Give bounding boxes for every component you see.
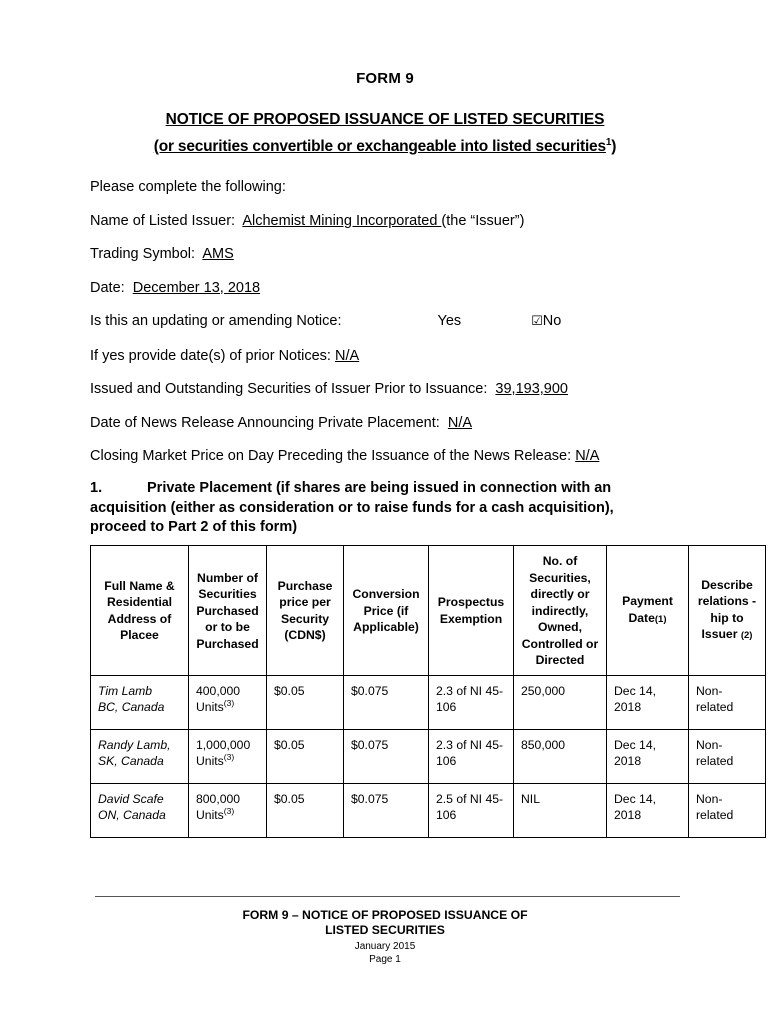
document-subtitle-close: ) [611,138,617,155]
prior-notices-line [90,347,710,365]
securities-units-label: Units [196,808,224,822]
issuer-name-value[interactable]: Alchemist Mining Incorporated [242,212,442,229]
section-1-text: Private Placement (if shares are being issued in connection with an acquisition (either as consideration or to raise funds for a cash acquisition), proceed to Part 2 of this form) [90,480,614,535]
closing-price-label: Closing Market Price on Day Preceding the Issuance of the News Release: [90,448,572,464]
prior-notices-label: If yes provide date(s) of prior Notices: [90,347,331,364]
footnote-marker-units: (3) [223,805,235,816]
outstanding-securities-value[interactable]: 39,193,900 [495,381,568,397]
table-body [91,675,766,837]
cell-number-of-securities [189,675,267,729]
prior-notices-value[interactable]: N/A [335,347,360,364]
cell-number-of-securities [189,729,267,783]
table-header-row [91,546,766,676]
footnote-marker-units: (3) [223,697,235,708]
table-row [91,729,766,783]
cell-securities-owned: NIL [514,783,607,837]
column-header-number-of-securities: Number of Securities Purchased or to be Purchased [189,546,267,676]
cell-prospectus-exemption: 2.3 of NI 45-106 [429,675,514,729]
placee-name-line2: SK, Canada [98,754,164,768]
news-release-date-label: Date of News Release Announcing Private Placement: [90,414,440,431]
placee-name-line1: Tim Lamb [98,683,153,698]
footer-title-line1: FORM 9 – NOTICE OF PROPOSED ISSUANCE OF [242,908,528,922]
cell-placee-name [91,729,189,783]
outstanding-securities-label: Issued and Outstanding Securities of Issuer Prior to Issuance: [90,381,488,397]
cell-purchase-price: $0.05 [267,675,344,729]
cell-relationship: Non-related [689,675,766,729]
cell-purchase-price: $0.05 [267,783,344,837]
issuer-name-label: Name of Listed Issuer: [90,212,236,229]
cell-relationship: Non-related [689,729,766,783]
placee-table [90,545,766,838]
column-header-securities-owned: No. of Securities, directly or indirectly, Owned, Controlled or Directed [514,546,607,676]
cell-securities-owned: 250,000 [514,675,607,729]
securities-amount: 1,000,000 [196,737,251,752]
document-title: NOTICE OF PROPOSED ISSUANCE OF LISTED SECURITIES [165,111,605,128]
placee-name-line1: David Scafe [98,791,164,806]
securities-units-label: Units [196,700,224,714]
trading-symbol-line [90,245,710,263]
footer-divider [95,896,680,897]
cell-placee-name [91,783,189,837]
cell-conversion-price: $0.075 [344,675,429,729]
footnote-marker-payment-date: (1) [654,613,667,625]
column-header-relationship-label: Describe relations -hip to Issuer [697,577,757,642]
section-1-paragraph [90,479,650,538]
document-subtitle-text: (or securities convertible or exchangeable into listed securities [153,138,606,155]
column-header-purchase-price: Purchase price per Security (CDN$) [267,546,344,676]
date-value[interactable]: December 13, 2018 [132,279,261,296]
column-header-full-name: Full Name & Residential Address of Placee [91,546,189,676]
cell-payment-date: Dec 14, 2018 [607,783,689,837]
securities-units [196,807,260,824]
table-row [91,675,766,729]
cell-payment-date: Dec 14, 2018 [607,729,689,783]
placee-name-line2: ON, Canada [98,808,166,822]
section-1-number: 1. [90,480,103,496]
cell-relationship: Non-related [689,783,766,837]
issuer-name-suffix: (the “Issuer”) [441,212,525,229]
cell-purchase-price: $0.05 [267,729,344,783]
column-header-payment-date-label: Payment Date [622,594,673,625]
footer-date: January 2015 [354,941,416,952]
cell-securities-owned: 850,000 [514,729,607,783]
footnote-marker-units: (3) [223,751,235,762]
securities-amount: 800,000 [196,791,241,806]
footnote-marker-relationship: (2) [740,630,753,642]
closing-price-line [90,447,710,465]
date-label: Date: [90,279,125,296]
issuer-name-line [90,212,710,230]
cell-conversion-price: $0.075 [344,729,429,783]
outstanding-securities-line [90,380,710,398]
amending-notice-label: Is this an updating or amending Notice: [90,313,342,329]
amending-notice-yes-option[interactable]: Yes [437,313,462,329]
amending-notice-line [90,312,710,331]
placee-name-line1: Randy Lamb, [98,737,171,752]
cell-number-of-securities [189,783,267,837]
instruction-line: Please complete the following: [90,179,286,195]
securities-amount: 400,000 [196,683,241,698]
column-header-payment-date [607,546,689,676]
trading-symbol-label: Trading Symbol: [90,246,196,262]
amending-notice-no-option[interactable]: No [542,313,562,329]
cell-conversion-price: $0.075 [344,783,429,837]
checkbox-checked-icon[interactable]: ☑ [531,314,543,329]
securities-units-label: Units [196,754,224,768]
placee-name-line2: BC, Canada [98,700,165,714]
cell-prospectus-exemption: 2.5 of NI 45-106 [429,783,514,837]
trading-symbol-value[interactable]: AMS [202,246,234,262]
column-header-conversion-price: Conversion Price (if Applicable) [344,546,429,676]
news-release-date-value[interactable]: N/A [447,414,473,431]
page-footer [0,896,770,966]
column-header-prospectus-exemption: Prospectus Exemption [429,546,514,676]
document-subtitle [0,137,770,157]
form-fields [90,178,710,481]
cell-prospectus-exemption: 2.3 of NI 45-106 [429,729,514,783]
cell-placee-name [91,675,189,729]
column-header-relationship [689,546,766,676]
footer-page-number: Page 1 [369,954,401,965]
table-row [91,783,766,837]
news-release-date-line [90,414,710,432]
securities-units [196,753,260,770]
form-title: FORM 9 [356,70,414,87]
footer-title-line2: LISTED SECURITIES [325,923,445,937]
title-block [0,70,770,157]
date-line [90,279,710,297]
closing-price-value[interactable]: N/A [575,448,600,464]
securities-units [196,699,260,716]
footnote-marker-1: 1 [605,136,612,148]
cell-payment-date: Dec 14, 2018 [607,675,689,729]
